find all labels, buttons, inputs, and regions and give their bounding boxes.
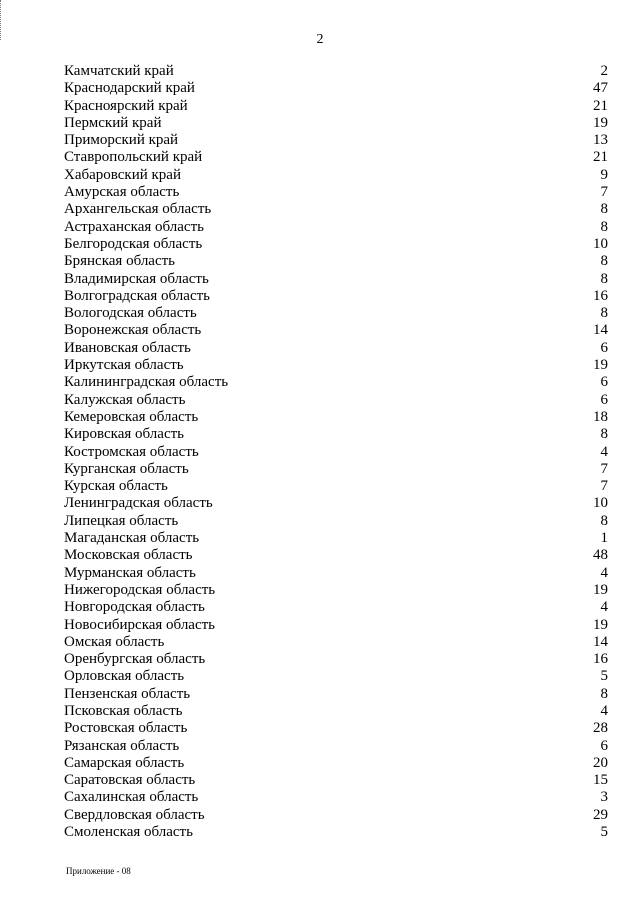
region-count: 5 <box>600 824 608 841</box>
region-name: Оренбургская область <box>64 651 206 668</box>
region-name: Сахалинская область <box>64 789 199 806</box>
region-name: Вологодская область <box>64 305 197 322</box>
list-item <box>64 184 608 201</box>
list-item <box>64 824 608 841</box>
region-count: 5 <box>600 668 608 685</box>
region-count: 28 <box>593 720 608 737</box>
region-name: Кировская область <box>64 426 185 443</box>
region-list <box>64 63 608 841</box>
list-item <box>64 253 608 270</box>
region-count: 9 <box>600 166 608 183</box>
region-name: Костромская область <box>64 443 199 460</box>
region-count: 14 <box>593 322 608 339</box>
list-item <box>64 98 608 115</box>
list-item <box>64 115 608 132</box>
list-item <box>64 807 608 824</box>
region-count: 47 <box>593 80 608 97</box>
region-name: Свердловская область <box>64 806 205 823</box>
list-item <box>64 789 608 806</box>
region-name: Брянская область <box>64 253 176 270</box>
region-name: Курская область <box>64 478 168 495</box>
region-count: 16 <box>593 287 608 304</box>
region-count: 8 <box>600 426 608 443</box>
list-item <box>64 582 608 599</box>
region-name: Хабаровский край <box>64 166 181 183</box>
region-name: Омская область <box>64 633 165 650</box>
list-item <box>64 392 608 409</box>
list-item <box>64 720 608 737</box>
list-item <box>64 357 608 374</box>
region-count: 3 <box>600 789 608 806</box>
list-item <box>64 63 608 80</box>
region-name: Нижегородская область <box>64 581 216 598</box>
region-name: Астраханская область <box>64 218 204 235</box>
region-name: Владимирская область <box>64 270 209 287</box>
region-count: 10 <box>593 495 608 512</box>
list-item <box>64 461 608 478</box>
list-item <box>64 236 608 253</box>
list-item <box>64 149 608 166</box>
list-item <box>64 565 608 582</box>
list-item <box>64 132 608 149</box>
list-item <box>64 271 608 288</box>
list-item <box>64 426 608 443</box>
region-name: Красноярский край <box>64 97 188 114</box>
region-count: 18 <box>593 408 608 425</box>
region-count: 6 <box>600 391 608 408</box>
region-count: 4 <box>600 702 608 719</box>
region-count: 4 <box>600 443 608 460</box>
region-name: Амурская область <box>64 184 180 201</box>
region-name: Приморский край <box>64 132 179 149</box>
region-name: Ставропольский край <box>64 149 203 166</box>
list-item <box>64 755 608 772</box>
list-item <box>64 305 608 322</box>
region-count: 10 <box>593 235 608 252</box>
region-name: Магаданская область <box>64 530 200 547</box>
region-name: Пензенская область <box>64 685 191 702</box>
region-count: 21 <box>593 149 608 166</box>
region-name: Калужская область <box>64 391 186 408</box>
region-name: Кемеровская область <box>64 408 199 425</box>
region-name: Пермский край <box>64 114 162 131</box>
list-item <box>64 495 608 512</box>
region-count: 21 <box>593 97 608 114</box>
list-item <box>64 599 608 616</box>
region-name: Курганская область <box>64 460 189 477</box>
list-item <box>64 80 608 97</box>
region-count: 6 <box>600 737 608 754</box>
list-item <box>64 340 608 357</box>
list-item <box>64 668 608 685</box>
list-item <box>64 513 608 530</box>
region-name: Липецкая область <box>64 512 179 529</box>
list-item <box>64 219 608 236</box>
list-item <box>64 201 608 218</box>
list-item <box>64 686 608 703</box>
footer-note: Приложение - 08 <box>66 866 131 876</box>
region-name: Ивановская область <box>64 339 191 356</box>
list-item <box>64 772 608 789</box>
list-item <box>64 634 608 651</box>
region-name: Калининградская область <box>64 374 229 391</box>
region-count: 16 <box>593 651 608 668</box>
region-name: Смоленская область <box>64 824 193 841</box>
region-name: Ленинградская область <box>64 495 213 512</box>
region-name: Псковская область <box>64 702 183 719</box>
region-count: 8 <box>600 512 608 529</box>
region-count: 1 <box>600 530 608 547</box>
region-count: 6 <box>600 339 608 356</box>
list-item <box>64 374 608 391</box>
region-count: 20 <box>593 754 608 771</box>
list-item <box>64 167 608 184</box>
region-count: 4 <box>600 599 608 616</box>
region-count: 19 <box>593 114 608 131</box>
region-count: 8 <box>600 305 608 322</box>
list-item <box>64 703 608 720</box>
list-item <box>64 547 608 564</box>
region-name: Краснодарский край <box>64 80 195 97</box>
region-name: Камчатский край <box>64 63 174 79</box>
list-item <box>64 409 608 426</box>
region-name: Московская область <box>64 547 193 564</box>
list-item <box>64 444 608 461</box>
region-name: Иркутская область <box>64 357 184 374</box>
region-name: Белгородская область <box>64 235 203 252</box>
region-count: 29 <box>593 806 608 823</box>
region-name: Ростовская область <box>64 720 188 737</box>
region-count: 19 <box>593 581 608 598</box>
list-item <box>64 478 608 495</box>
region-name: Новгородская область <box>64 599 205 616</box>
region-name: Саратовская область <box>64 772 196 789</box>
page-number: 2 <box>316 32 324 47</box>
region-count: 4 <box>600 564 608 581</box>
region-count: 8 <box>600 201 608 218</box>
region-name: Мурманская область <box>64 564 196 581</box>
region-name: Рязанская область <box>64 737 180 754</box>
region-count: 6 <box>600 374 608 391</box>
region-count: 8 <box>600 253 608 270</box>
region-name: Самарская область <box>64 754 185 771</box>
region-name: Воронежская область <box>64 322 202 339</box>
region-name: Орловская область <box>64 668 185 685</box>
region-name: Волгоградская область <box>64 287 210 304</box>
region-count: 8 <box>600 685 608 702</box>
region-count: 19 <box>593 616 608 633</box>
region-name: Архангельская область <box>64 201 212 218</box>
region-name: Новосибирская область <box>64 616 216 633</box>
region-count: 2 <box>600 63 608 79</box>
region-count: 13 <box>593 132 608 149</box>
region-count: 8 <box>600 218 608 235</box>
region-count: 8 <box>600 270 608 287</box>
list-item <box>64 530 608 547</box>
region-count: 7 <box>600 184 608 201</box>
region-count: 48 <box>593 547 608 564</box>
region-count: 19 <box>593 357 608 374</box>
list-item <box>64 738 608 755</box>
region-count: 7 <box>600 460 608 477</box>
region-count: 7 <box>600 478 608 495</box>
list-item <box>64 651 608 668</box>
region-count: 15 <box>593 772 608 789</box>
region-count: 14 <box>593 633 608 650</box>
list-item <box>64 322 608 339</box>
list-item <box>64 288 608 305</box>
list-item <box>64 617 608 634</box>
